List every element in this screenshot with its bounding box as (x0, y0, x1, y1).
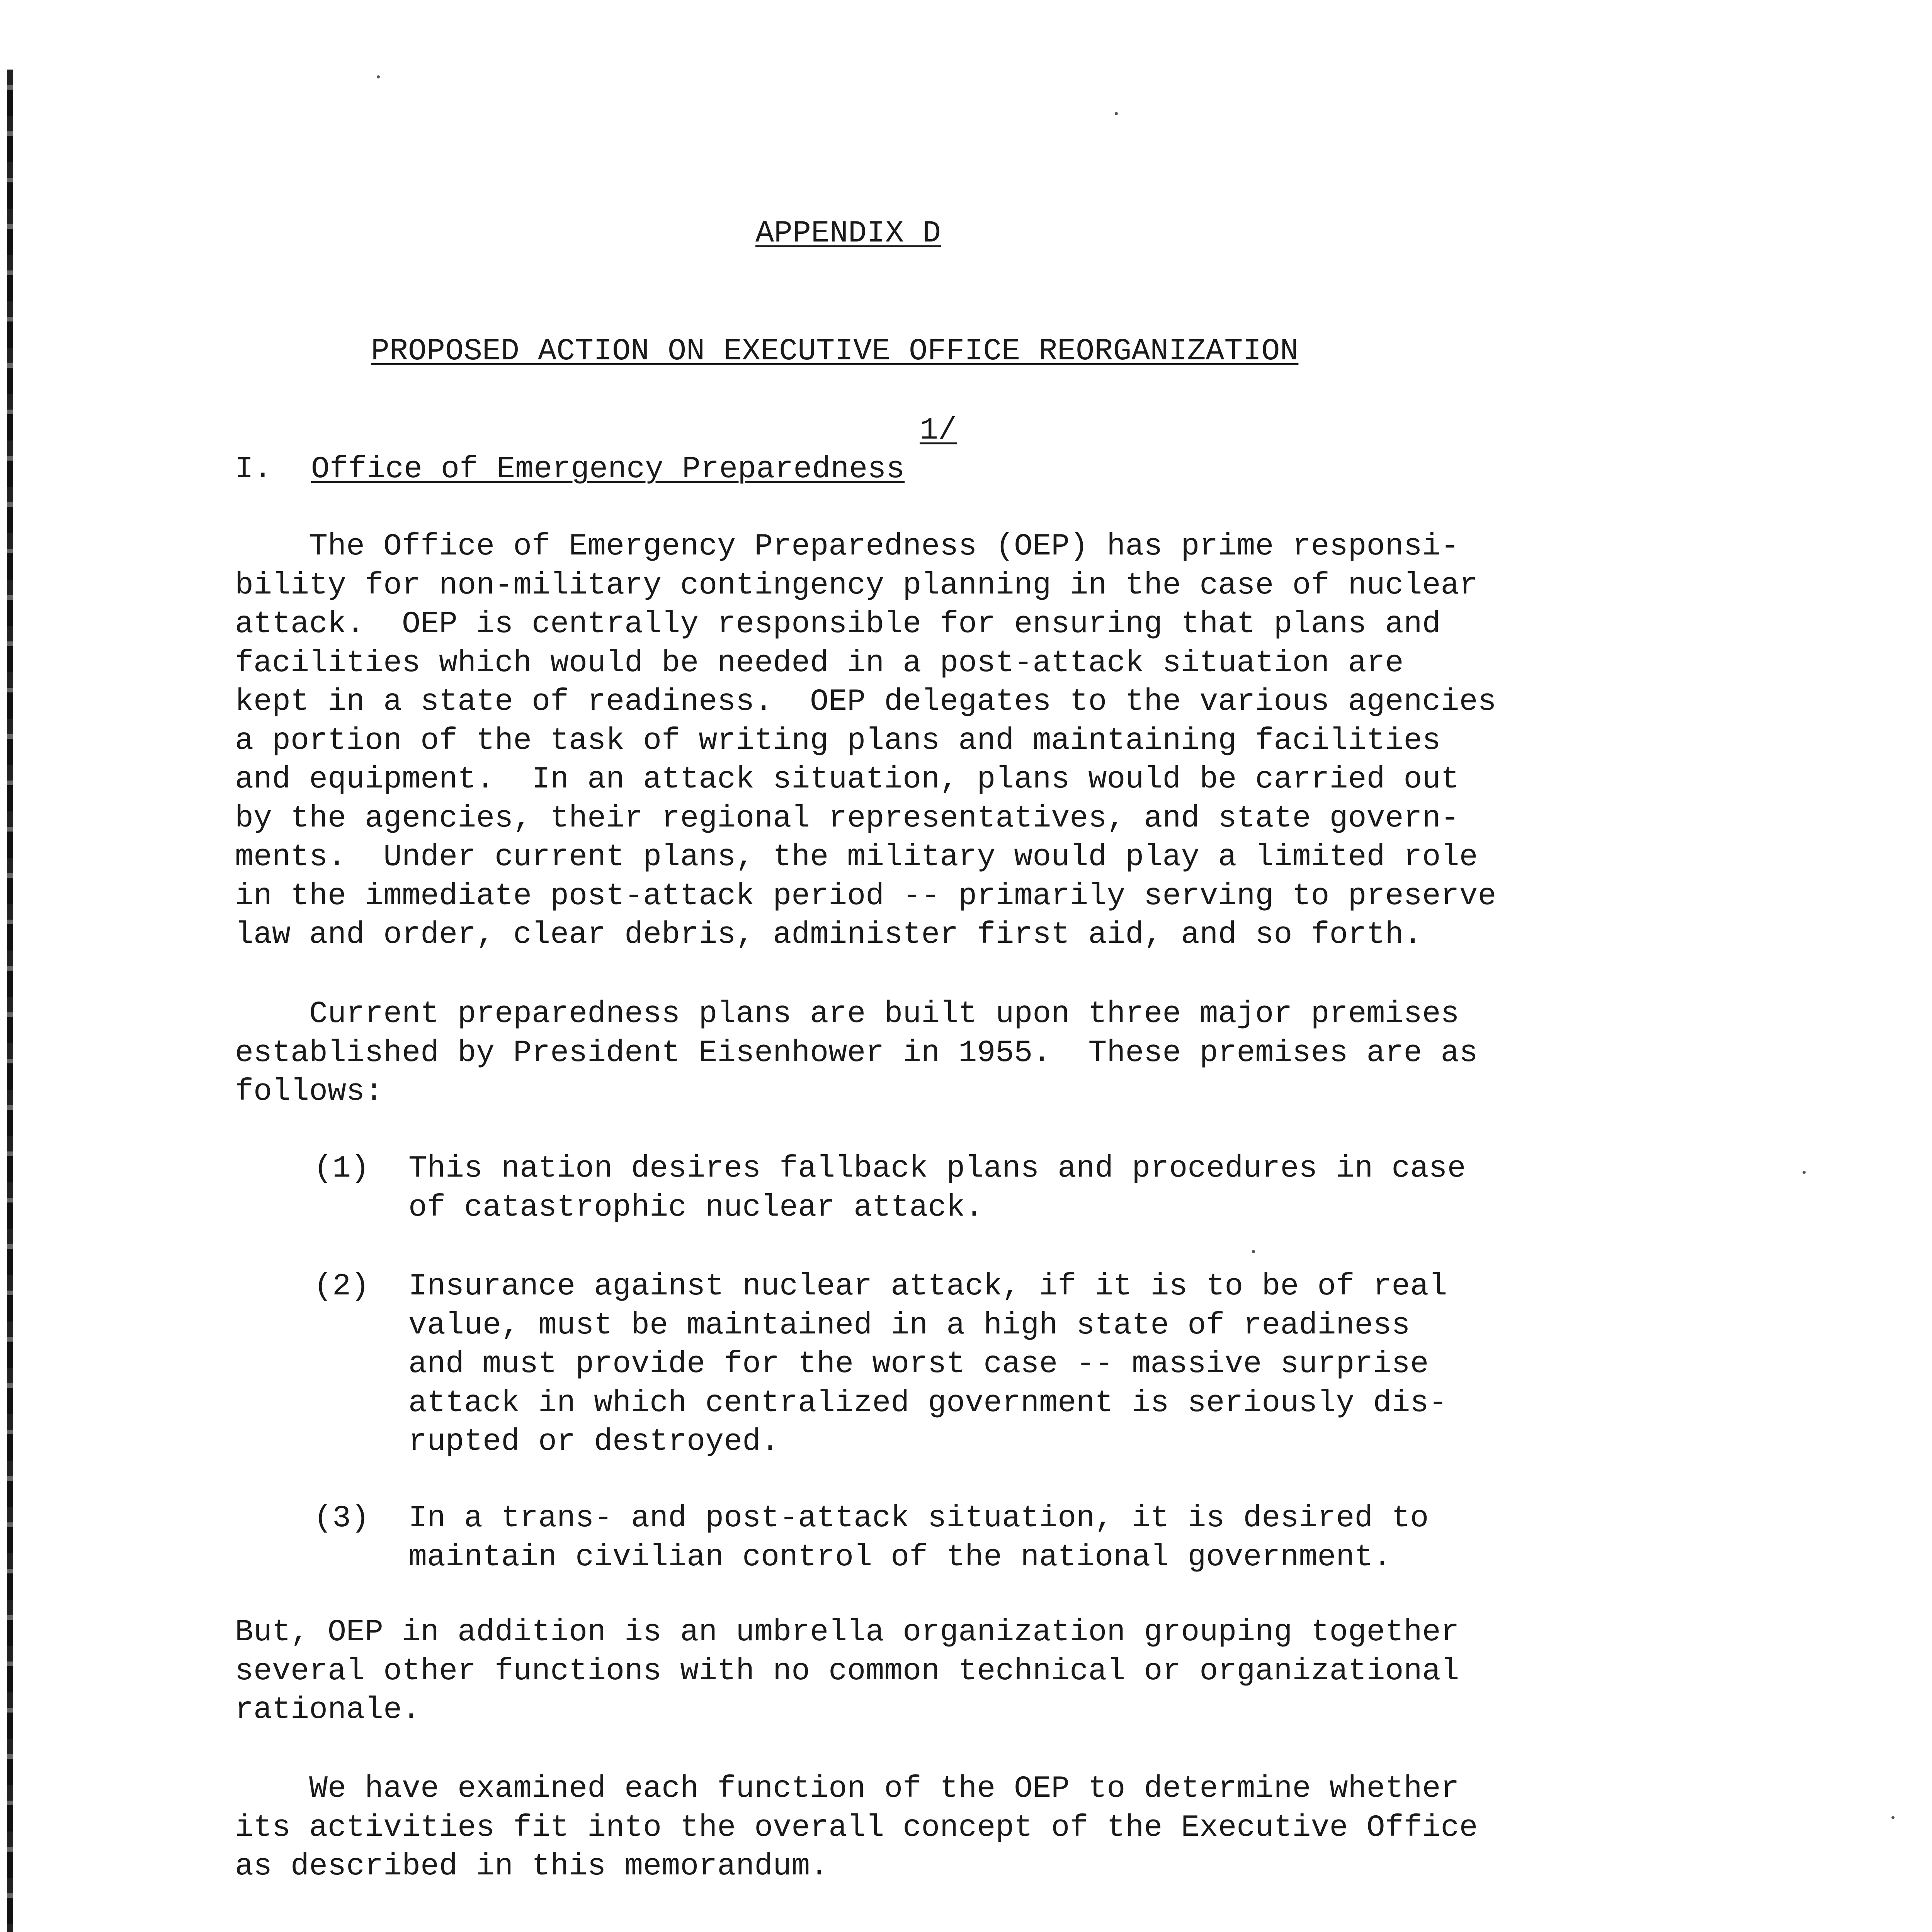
premise-body (408, 1150, 1466, 1227)
premise-number: (2) (314, 1269, 370, 1304)
section-footnote-ref: 1/ (920, 413, 957, 448)
scan-speck (1115, 112, 1118, 115)
paragraph-umbrella (235, 1613, 1459, 1730)
paragraph-line: by the agencies, their regional representatives, and state govern- (235, 801, 1459, 836)
paragraph-premises-intro (235, 995, 1478, 1112)
paragraph-line: as described in this memorandum. (235, 1849, 829, 1884)
premise-line: In a trans- and post-attack situation, it is desired to (408, 1501, 1429, 1536)
scan-speck (1252, 1250, 1255, 1253)
paragraph-line: Current preparedness plans are built upon three major premises (235, 997, 1459, 1032)
premise-line: attack in which centralized government is seriously dis- (408, 1385, 1447, 1421)
premise-line: rupted or destroyed. (408, 1424, 780, 1459)
paragraph-line: We have examined each function of the OEP to determine whether (235, 1771, 1459, 1806)
premise-line: This nation desires fallback plans and procedures in case (408, 1151, 1466, 1186)
section-number: I. (235, 452, 272, 487)
paragraph-line: rationale. (235, 1692, 421, 1728)
paragraph-line: and equipment. In an attack situation, plans would be carried out (235, 762, 1459, 797)
paragraph-line: kept in a state of readiness. OEP delegates to the various agencies (235, 684, 1497, 719)
premise-line: of catastrophic nuclear attack. (408, 1190, 984, 1225)
paragraph-line: bility for non-military contingency planning in the case of nuclear (235, 568, 1478, 603)
paragraph-line: But, OEP in addition is an umbrella organization grouping together (235, 1615, 1459, 1650)
scan-speck (1803, 1171, 1806, 1174)
scan-left-edge (7, 70, 13, 1932)
proposal-title: PROPOSED ACTION ON EXECUTIVE OFFICE REORGANIZATION (371, 334, 1299, 369)
paragraph-oep-responsibility (235, 527, 1497, 955)
premise-line: and must provide for the worst case -- massive surprise (408, 1347, 1429, 1382)
paragraph-line: several other functions with no common technical or organizational (235, 1653, 1459, 1689)
premise-line: value, must be maintained in a high state of readiness (408, 1308, 1410, 1343)
paragraph-examination (235, 1770, 1478, 1886)
appendix-title: APPENDIX D (755, 216, 941, 251)
paragraph-line: follows: (235, 1074, 384, 1109)
scan-speck (1891, 1816, 1895, 1819)
paragraph-line: law and order, clear debris, administer first aid, and so forth. (235, 917, 1422, 952)
paragraph-line: The Office of Emergency Preparedness (OEP) has prime responsi- (235, 529, 1459, 564)
premise-body (408, 1499, 1429, 1577)
paragraph-line: ments. Under current plans, the military would play a limited role (235, 840, 1478, 875)
premise-line: Insurance against nuclear attack, if it is to be of real (408, 1269, 1447, 1304)
premise-number: (1) (314, 1151, 370, 1186)
paragraph-line: facilities which would be needed in a post-attack situation are (235, 645, 1404, 681)
paragraph-line: attack. OEP is centrally responsible for ensuring that plans and (235, 607, 1441, 642)
paragraph-line: its activities fit into the overall concept of the Executive Office (235, 1810, 1478, 1845)
paragraph-line: established by President Eisenhower in 1955. These premises are as (235, 1035, 1478, 1071)
premise-body (408, 1267, 1447, 1462)
scan-speck (377, 75, 380, 78)
premise-line: maintain civilian control of the national government. (408, 1539, 1392, 1575)
paragraph-line: in the immediate post-attack period -- primarily serving to preserve (235, 878, 1497, 914)
paragraph-line: a portion of the task of writing plans and maintaining facilities (235, 723, 1441, 759)
section-title: Office of Emergency Preparedness (311, 452, 905, 487)
premise-number: (3) (314, 1501, 370, 1536)
